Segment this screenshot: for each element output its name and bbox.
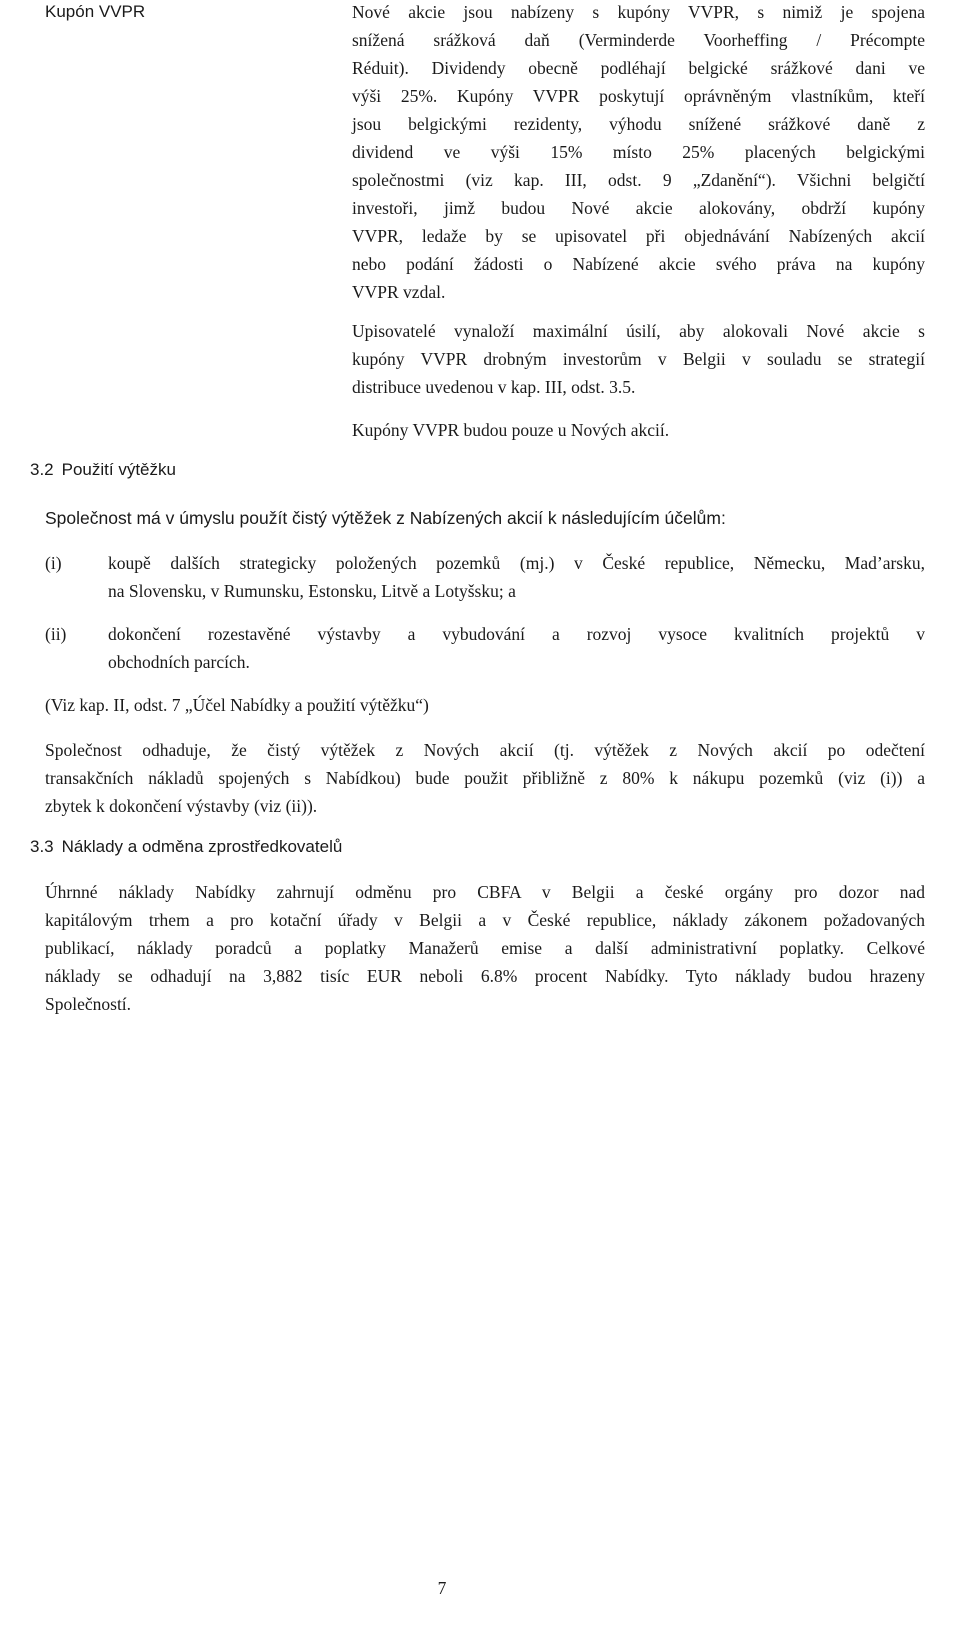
text-line: výši 25%. Kupóny VVPR poskytují oprávněným vlastníkům, kteří	[352, 86, 925, 106]
coupon-paragraph-3: Kupóny VVPR budou pouze u Nových akcií.	[352, 420, 670, 440]
section-3-2-intro: Společnost má v úmyslu použít čistý výtěžek z Nabízených akcií k následujícím účelům:	[45, 508, 726, 528]
text-line: kupóny VVPR drobným investorům v Belgii v souladu se strategií	[352, 349, 925, 369]
text-line: snížená srážková daň (Verminderde Voorheffing / Précompte	[352, 30, 925, 50]
section-title: Náklady a odměna zprostředkovatelů	[61, 837, 343, 856]
page-number: 7	[437, 1578, 447, 1598]
text-line: investoři, jimž budou Nové akcie alokovány, obdrží kupóny	[352, 198, 925, 218]
text-line: distribuce uvedenou v kap. III, odst. 3.5.	[352, 377, 636, 397]
text-line: zbytek k dokončení výstavby (viz (ii)).	[45, 796, 318, 816]
text-line: VVPR vzdal.	[352, 282, 446, 302]
text-line: Úhrnné náklady Nabídky zahrnují odměnu pro CBFA v Belgii a české orgány pro dozor nad	[45, 882, 925, 902]
section-number: 3.3	[30, 837, 54, 856]
text-line: Upisovatelé vynaloží maximální úsilí, aby alokovali Nové akcie s	[352, 321, 925, 341]
text-line: Réduit). Dividendy obecně podléhají belgické srážkové dani ve	[352, 58, 925, 78]
list-item	[108, 549, 925, 605]
text-line: jsou belgickými rezidenty, výhodu snížené srážkové daně z	[352, 114, 925, 134]
text-line: kapitálovým trhem a pro kotační úřady v Belgii a v České republice, náklady zákonem požadovaných	[45, 910, 925, 930]
text-line: nebo podání žádosti o Nabízené akcie svého práva na kupóny	[352, 254, 925, 274]
text-line: obchodních parcích.	[108, 652, 250, 672]
text-line: náklady se odhadují na 3,882 tisíc EUR neboli 6.8% procent Nabídky. Tyto náklady budou hrazeny	[45, 966, 925, 986]
estimate-paragraph	[45, 736, 925, 820]
coupon-paragraph-1	[352, 0, 925, 306]
text-line: společnostmi (viz kap. III, odst. 9 „Zdanění“). Všichni belgičtí	[352, 170, 925, 190]
text-line: Společnost odhaduje, že čistý výtěžek z Nových akcií (tj. výtěžek z Nových akcií po odečtení	[45, 740, 925, 760]
text-line: dokončení rozestavěné výstavby a vybudování a rozvoj vysoce kvalitních projektů v	[108, 624, 925, 644]
reference-note: (Viz kap. II, odst. 7 „Účel Nabídky a použití výtěžku“)	[45, 695, 429, 715]
text-line: Společností.	[45, 994, 132, 1014]
section-3-3-heading	[30, 833, 342, 861]
coupon-label: Kupón VVPR	[45, 2, 146, 21]
section-3-2-heading	[30, 456, 176, 484]
coupon-paragraph-2	[352, 317, 925, 401]
text-line: Nové akcie jsou nabízeny s kupóny VVPR, s nimiž je spojena	[352, 2, 925, 22]
list-marker: (ii)	[45, 624, 67, 644]
section-number: 3.2	[30, 460, 54, 479]
text-line: transakčních nákladů spojených s Nabídkou) bude použit přibližně z 80% k nákupu pozemků (viz (i)) a	[45, 768, 925, 788]
text-line: VVPR, ledaže by se upisovatel při objednávání Nabízených akcií	[352, 226, 925, 246]
section-title: Použití výtěžku	[61, 460, 176, 479]
list-item	[108, 620, 925, 676]
text-line: na Slovensku, v Rumunsku, Estonsku, Litvě a Lotyšsku; a	[108, 581, 516, 601]
text-line: dividend ve výši 15% místo 25% placených belgickými	[352, 142, 925, 162]
costs-paragraph	[45, 878, 925, 1018]
text-line: publikací, náklady poradců a poplatky Manažerů emise a další administrativní poplatky. Celkové	[45, 938, 925, 958]
list-marker: (i)	[45, 553, 62, 573]
text-line: koupě dalších strategicky položených pozemků (mj.) v České republice, Německu, Mad’arsku,	[108, 553, 925, 573]
